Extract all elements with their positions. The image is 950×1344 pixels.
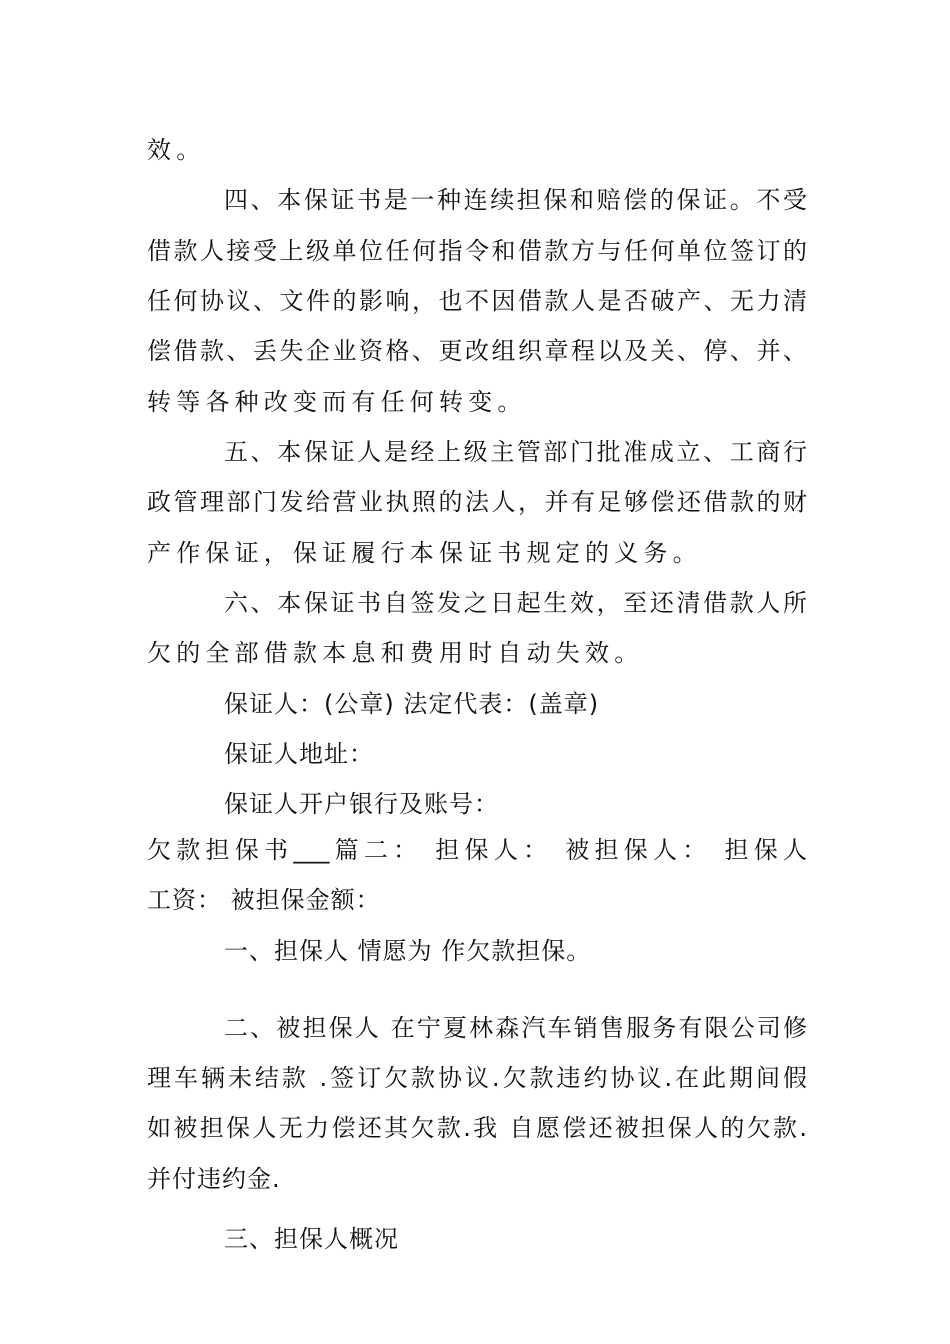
clause-one-line: 一、担保人 情愿为 作欠款担保。 bbox=[224, 937, 592, 965]
section-heading-line: 欠款担保书___篇二： 担保人： 被担保人： 担保人 bbox=[147, 836, 807, 864]
text-line: 如被担保人无力偿还其欠款.我 自愿偿还被担保人的欠款. bbox=[147, 1114, 807, 1142]
text-line: 政管理部门发给营业执照的法人，并有足够偿还借款的财 bbox=[147, 488, 807, 516]
text-line: 任何协议、文件的影响，也不因借款人是否破产、无力清 bbox=[147, 287, 807, 315]
text-line: 效。 bbox=[147, 136, 206, 164]
text-line: 转等各种改变而有任何转变。 bbox=[147, 388, 527, 416]
text-line: 偿借款、丢失企业资格、更改组织章程以及关、停、并、 bbox=[147, 337, 807, 365]
text-line: 并付违约金. bbox=[147, 1165, 281, 1193]
text-line: 工资： 被担保金额： bbox=[147, 886, 381, 914]
clause-three-line: 三、担保人概况 bbox=[224, 1225, 399, 1253]
guarantor-signature-line: 保证人：(公章) 法定代表：(盖章) bbox=[224, 690, 600, 718]
guarantor-bank-account-line: 保证人开户银行及账号： bbox=[224, 790, 499, 818]
text-line: 借款人接受上级单位任何指令和借款方与任何单位签订的 bbox=[147, 237, 807, 265]
text-line: 欠的全部借款本息和费用时自动失效。 bbox=[147, 639, 644, 667]
text-line: 产作保证，保证履行本保证书规定的义务。 bbox=[147, 539, 702, 567]
paragraph-six-line: 六、本保证书自签发之日起生效，至还清借款人所 bbox=[224, 589, 807, 617]
clause-two-line: 二、被担保人 在宁夏林森汽车销售服务有限公司修 bbox=[224, 1014, 807, 1042]
paragraph-four-line: 四、本保证书是一种连续担保和赔偿的保证。不受 bbox=[224, 186, 807, 214]
paragraph-five-line: 五、本保证人是经上级主管部门批准成立、工商行 bbox=[224, 438, 807, 466]
guarantor-address-line: 保证人地址： bbox=[224, 740, 374, 768]
text-line: 理车辆未结款 .签订欠款协议.欠款违约协议.在此期间假 bbox=[147, 1064, 807, 1092]
